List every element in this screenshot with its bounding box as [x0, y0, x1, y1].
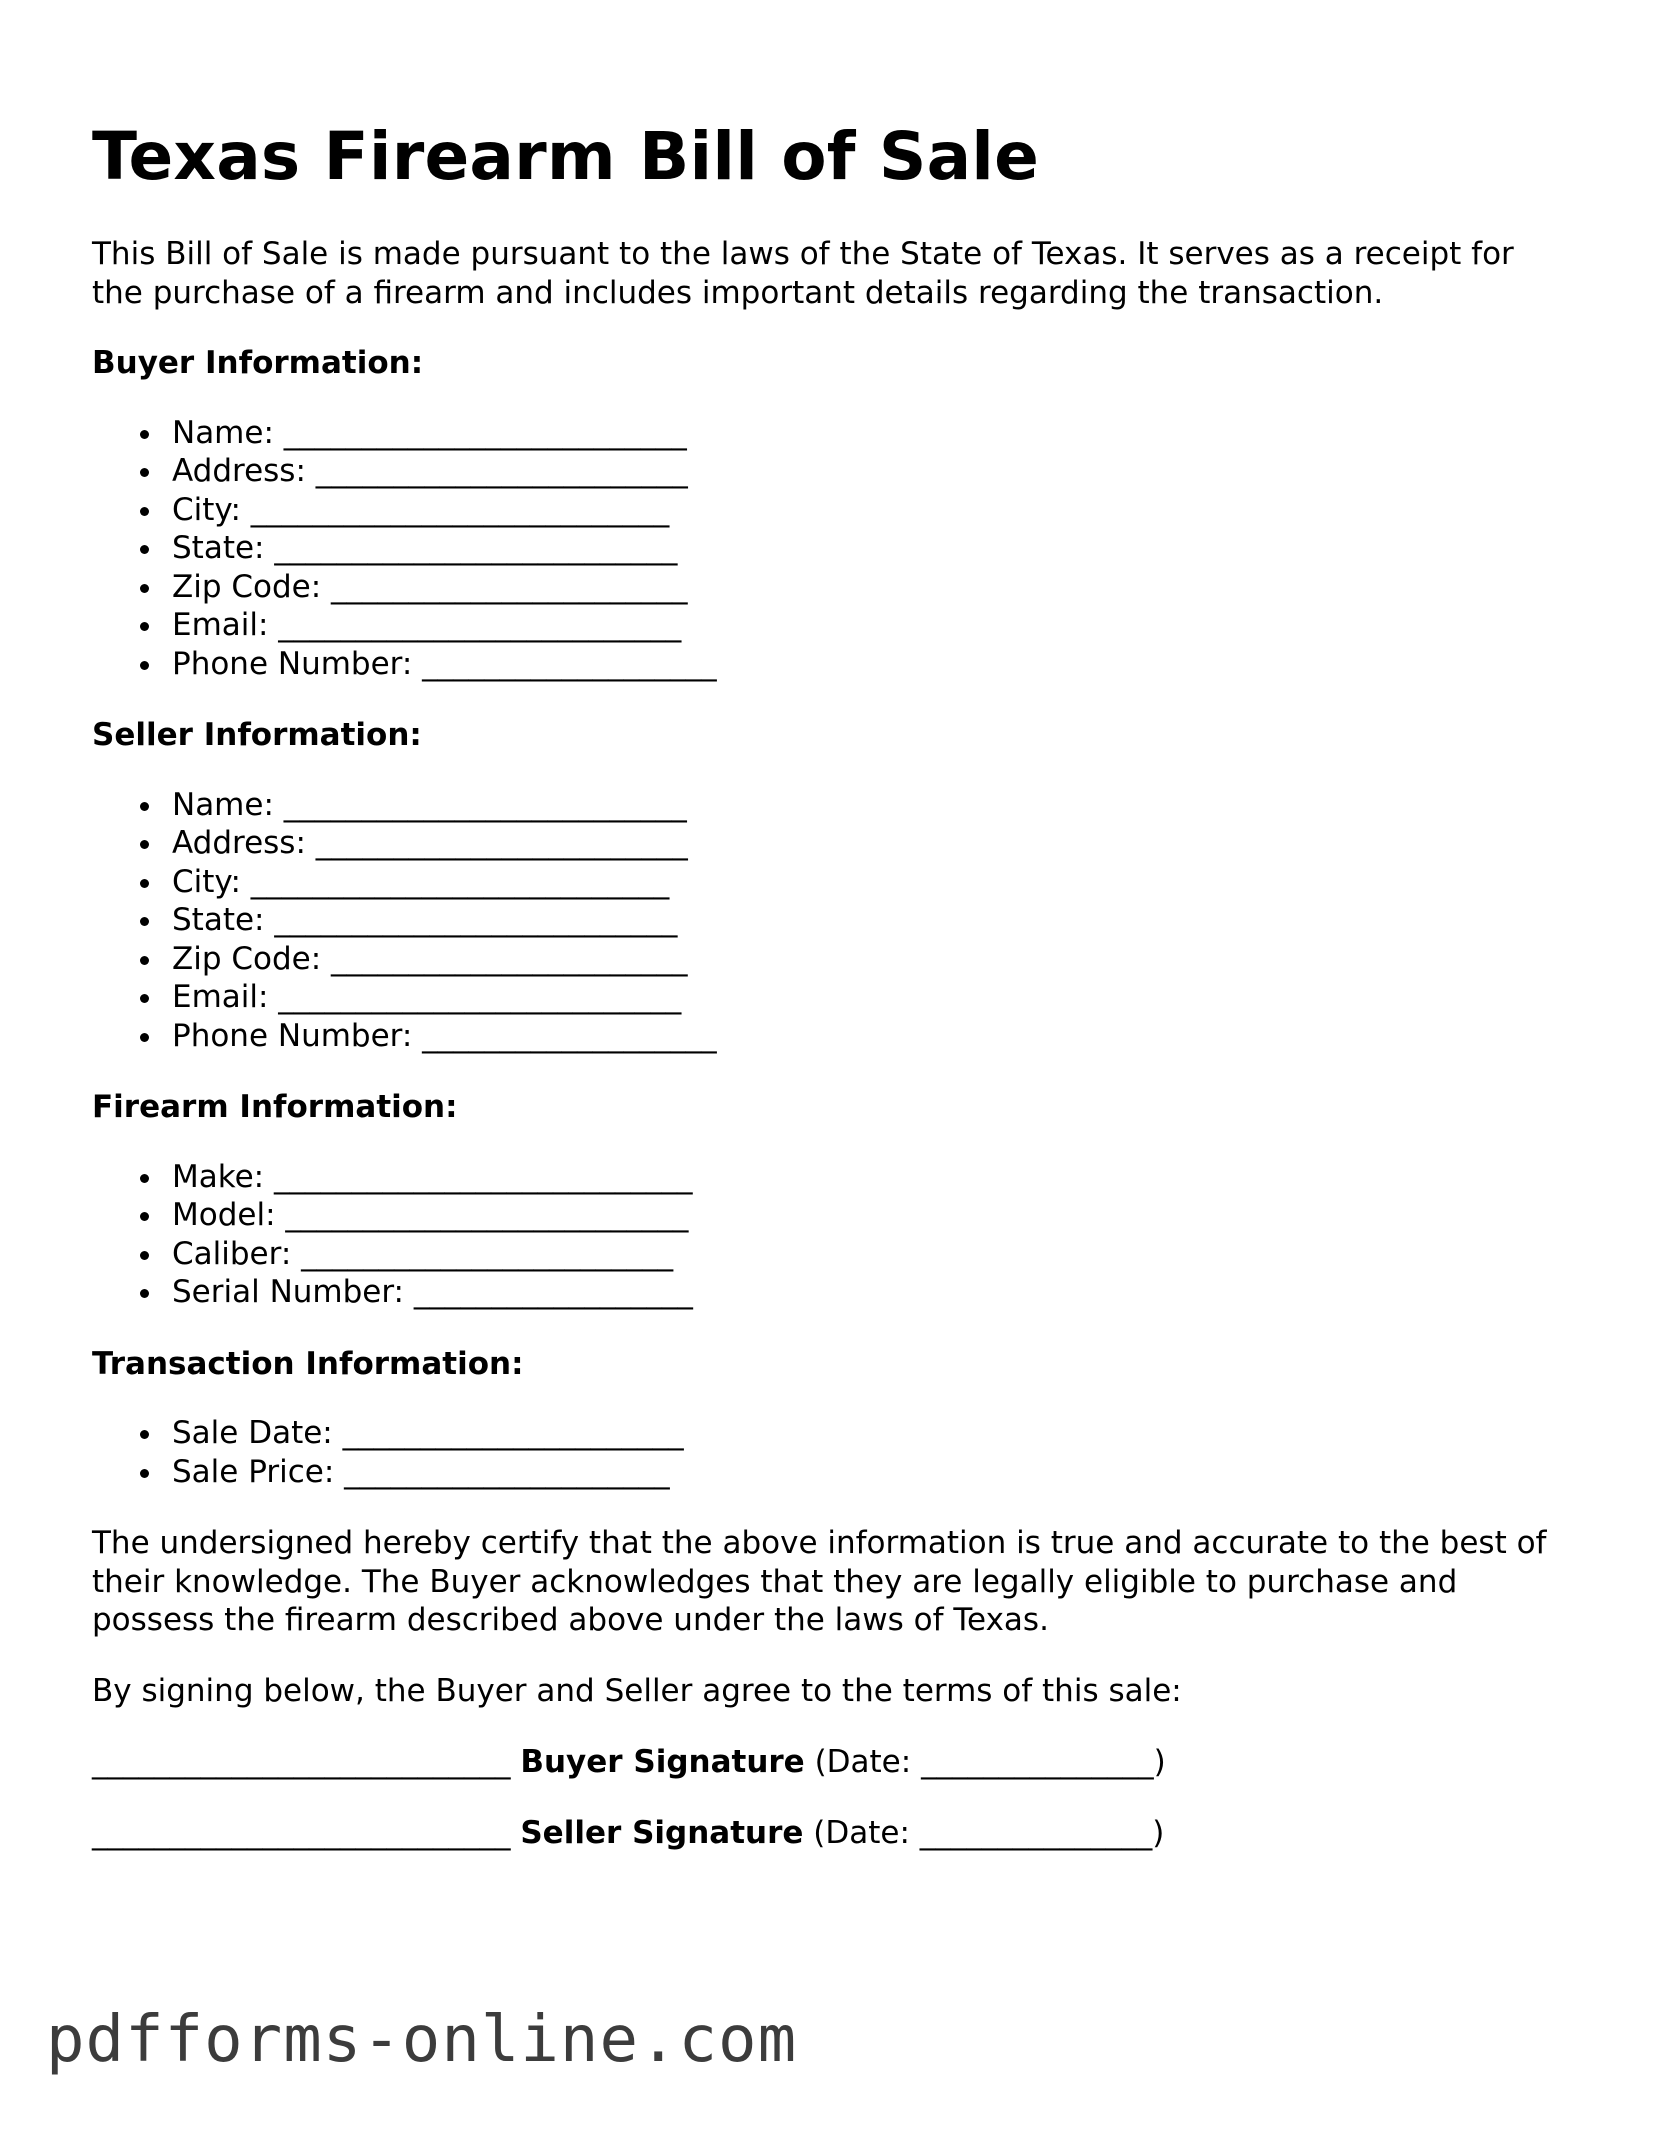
- seller-address-field[interactable]: Address: ________________________: [92, 824, 1572, 863]
- sale-date-field[interactable]: Sale Date: ______________________: [92, 1414, 1572, 1453]
- seller-signature-blank[interactable]: ___________________________: [92, 1814, 511, 1851]
- seller-fields: [92, 786, 1572, 1056]
- sale-price-field[interactable]: Sale Price: _____________________: [92, 1453, 1572, 1492]
- seller-signature-label: Seller Signature: [520, 1814, 804, 1851]
- seller-date-prefix: (Date:: [813, 1814, 920, 1851]
- buyer-name-field[interactable]: Name: __________________________: [92, 414, 1572, 453]
- buyer-date-blank[interactable]: _______________: [921, 1744, 1154, 1780]
- firearm-make-field[interactable]: Make: ___________________________: [92, 1158, 1572, 1197]
- buyer-date-prefix: (Date:: [814, 1744, 922, 1780]
- buyer-email-field[interactable]: Email: __________________________: [92, 606, 1572, 645]
- seller-heading: Seller Information:: [92, 717, 422, 753]
- seller-city-field[interactable]: City: ___________________________: [92, 863, 1572, 902]
- seller-phone-field[interactable]: Phone Number: ___________________: [92, 1017, 1572, 1056]
- buyer-state-field[interactable]: State: __________________________: [92, 529, 1572, 568]
- buyer-date-suffix: ): [1153, 1744, 1166, 1780]
- seller-date-suffix: ): [1152, 1814, 1165, 1851]
- watermark: pdfforms-online.com: [46, 2003, 798, 2077]
- firearm-model-field[interactable]: Model: __________________________: [92, 1196, 1572, 1235]
- buyer-zip-field[interactable]: Zip Code: _______________________: [92, 568, 1572, 607]
- firearm-serial-field[interactable]: Serial Number: __________________: [92, 1273, 1572, 1312]
- seller-name-field[interactable]: Name: __________________________: [92, 786, 1572, 825]
- certification-paragraph: The undersigned hereby certify that the above information is true and accurate to the best of their knowledge. The Buyer acknowledges that they are legally eligible to purchase and possess the firearm described above under the laws of Texas.: [92, 1525, 1547, 1638]
- firearm-caliber-field[interactable]: Caliber: ________________________: [92, 1235, 1572, 1274]
- document-page: [92, 110, 1572, 1884]
- firearm-heading: Firearm Information:: [92, 1089, 458, 1125]
- firearm-fields: [92, 1158, 1572, 1312]
- intro-paragraph: This Bill of Sale is made pursuant to the laws of the State of Texas. It serves as a receipt for the purchase of a firearm and includes important details regarding the transaction.: [92, 236, 1514, 311]
- buyer-signature-line: [92, 1743, 1572, 1782]
- seller-date-blank[interactable]: _______________: [919, 1814, 1153, 1851]
- page-title: Texas Firearm Bill of Sale: [92, 118, 1040, 195]
- seller-zip-field[interactable]: Zip Code: _______________________: [92, 940, 1572, 979]
- agreement-paragraph: By signing below, the Buyer and Seller agree to the terms of this sale:: [92, 1672, 1182, 1709]
- buyer-city-field[interactable]: City: ___________________________: [92, 491, 1572, 530]
- seller-state-field[interactable]: State: __________________________: [92, 901, 1572, 940]
- buyer-signature-label: Buyer Signature: [520, 1744, 805, 1780]
- transaction-heading: Transaction Information:: [92, 1345, 524, 1382]
- seller-email-field[interactable]: Email: __________________________: [92, 978, 1572, 1017]
- seller-signature-line: [92, 1814, 1572, 1853]
- buyer-heading: Buyer Information:: [92, 345, 424, 381]
- buyer-phone-field[interactable]: Phone Number: ___________________: [92, 645, 1572, 684]
- buyer-address-field[interactable]: Address: ________________________: [92, 452, 1572, 491]
- transaction-fields: [92, 1414, 1572, 1491]
- buyer-signature-blank[interactable]: ___________________________: [92, 1744, 511, 1780]
- buyer-fields: [92, 414, 1572, 684]
